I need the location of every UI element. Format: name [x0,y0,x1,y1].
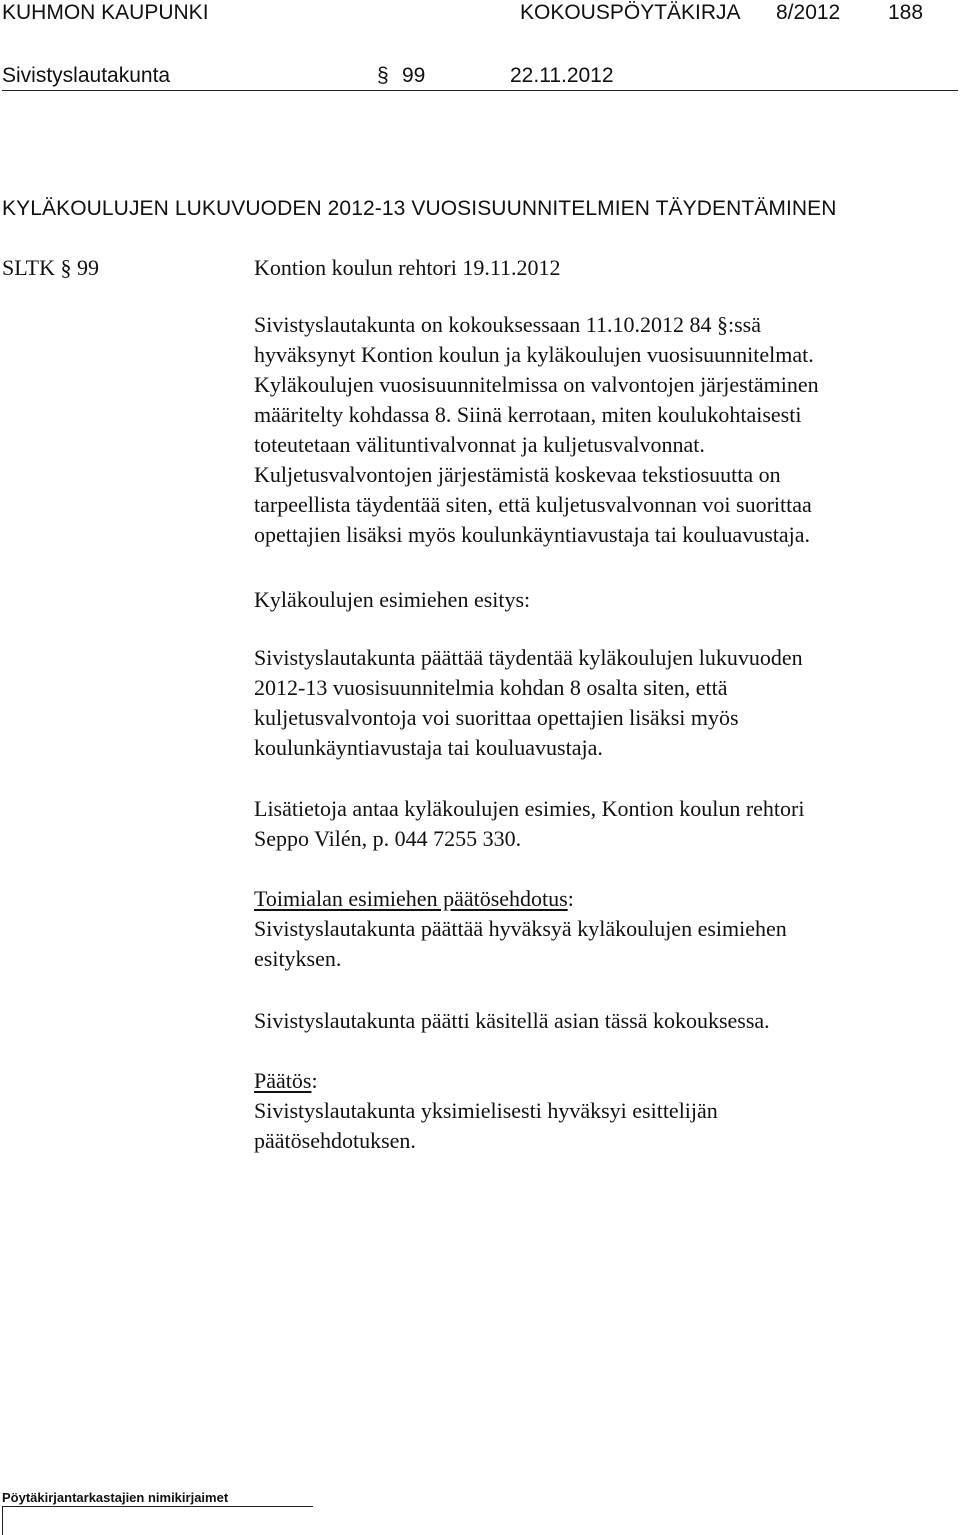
signature-line [2,1506,313,1507]
header-divider [2,90,958,91]
text-line: Seppo Vilén, p. 044 7255 330. [254,826,522,851]
case-first-line: Kontion koulun rehtori 19.11.2012 [254,255,561,280]
board-name: Sivistyslautakunta [2,64,171,87]
page-title: KYLÄKOULUJEN LUKUVUODEN 2012-13 VUOSISUUNNITELMIEN TÄYDENTÄMINEN [2,197,837,220]
text-line: hyväksynyt Kontion koulun ja kyläkoulujen vuosisuunnitelmat. [254,342,814,367]
case-ref-symbol: § [60,255,72,280]
text-line: Kyläkoulujen vuosisuunnitelmissa on valvontojen järjestäminen [254,372,819,397]
case-ref-number: 99 [76,255,99,280]
section-symbol: § [377,64,389,87]
text-line: toteutetaan välituntivalvonnat ja kuljetusvalvonnat. [254,432,705,457]
text-line: 2012-13 vuosisuunnitelmia kohdan 8 osalta siten, että [254,675,728,700]
background-paragraph [254,310,954,550]
text-line: määritelty kohdassa 8. Siinä kerrotaan, miten koulukohtaisesti [254,402,802,427]
text-line: Sivistyslautakunta päättää hyväksyä kyläkoulujen esimiehen [254,916,787,941]
decision-colon: : [311,1068,318,1093]
text-line: opettajien lisäksi myös koulunkäyntiavustaja tai kouluavustaja. [254,522,811,547]
text-line: esityksen. [254,946,342,971]
text-line: päätösehdotuksen. [254,1128,416,1153]
text-line: Kuljetusvalvontojen järjestämistä koskevaa tekstiosuutta on [254,462,781,487]
municipality-name: KUHMON KAUPUNKI [2,1,209,24]
case-reference [2,253,99,283]
text-line: kuljetusvalvontoja voi suorittaa opettajien lisäksi myös [254,705,739,730]
decision-heading: Päätös [254,1068,312,1093]
decision-heading-line [254,1066,954,1096]
text-line: koulunkäyntiavustaja tai kouluavustaja. [254,735,603,760]
meeting-date: 22.11.2012 [510,64,614,87]
decision-proposal-section [254,884,954,974]
decision-section [254,1066,954,1156]
text-line: Sivistyslautakunta yksimielisesti hyväksyi esittelijän [254,1098,718,1123]
decision-proposal-heading: Toimialan esimiehen päätösehdotus [254,886,568,911]
document-number: 8/2012 [776,1,841,24]
document-type: KOKOUSPÖYTÄKIRJA [520,1,741,24]
decision-proposal-colon: : [567,886,574,911]
decision-proposal-heading-line [254,884,954,914]
handling-paragraph: Sivistyslautakunta päätti käsitellä asian tässä kokouksessa. [254,1008,770,1033]
info-paragraph [254,794,954,854]
text-line: Sivistyslautakunta päättää täydentää kyläkoulujen lukuvuoden [254,645,803,670]
case-ref-label: SLTK [2,255,55,280]
text-line: Sivistyslautakunta on kokouksessaan 11.10.2012 84 §:ssä [254,312,761,337]
signature-box-edge [2,1506,3,1535]
proposal-paragraph [254,643,954,763]
page-number: 188 [888,1,924,24]
proposal-heading: Kyläkoulujen esimiehen esitys: [254,587,531,612]
signatures-label: Pöytäkirjantarkastajien nimikirjaimet [2,1490,229,1505]
section-number: 99 [402,64,426,87]
text-line: Lisätietoja antaa kyläkoulujen esimies, Kontion koulun rehtori [254,796,805,821]
text-line: tarpeellista täydentää siten, että kuljetusvalvonnan voi suorittaa [254,492,812,517]
